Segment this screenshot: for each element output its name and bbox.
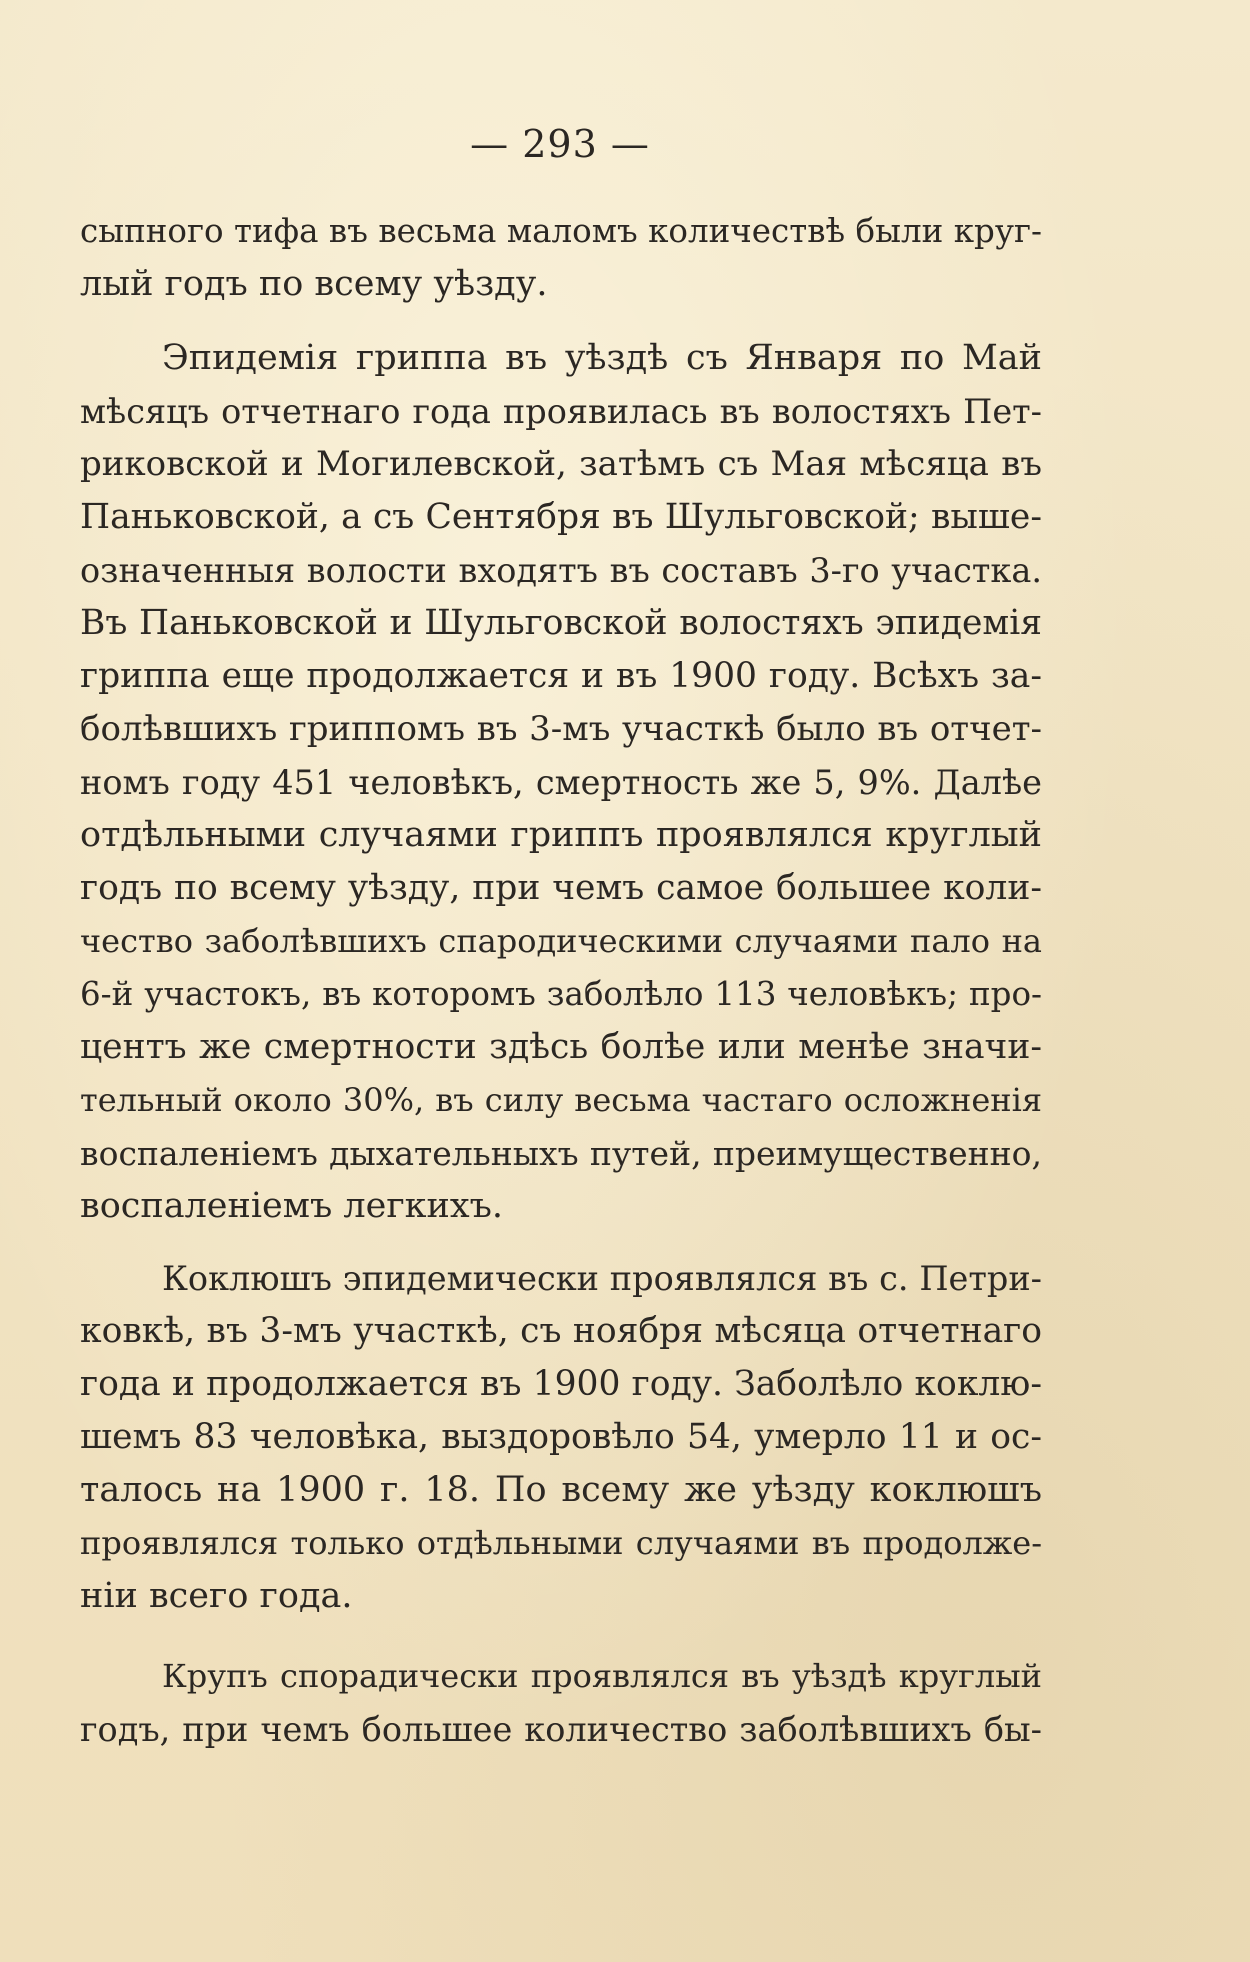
text-line: отдѣльными случаями гриппъ проявлялся круглый bbox=[80, 815, 1042, 855]
text-line: лый годъ по всему уѣзду. bbox=[80, 264, 548, 304]
text-line: воспаленіемъ легкихъ. bbox=[80, 1186, 503, 1226]
text-line: года и продолжается въ 1900 году. Заболѣло коклю- bbox=[80, 1364, 1042, 1404]
text-line: тельный около 30%, въ силу весьма частаго осложненія bbox=[80, 1081, 1042, 1119]
text-line: мѣсяцъ отчетнаго года проявилась въ волостяхъ Пет- bbox=[80, 392, 1042, 431]
text-line: риковской и Могилевской, затѣмъ съ Мая мѣсяца въ bbox=[80, 444, 1042, 484]
paragraph-whooping-cough bbox=[80, 1252, 1042, 1623]
text-line: означенныя волости входятъ въ составъ 3-го участка. bbox=[80, 551, 1042, 590]
text-line: годъ, при чемъ большее количество заболѣвшихъ бы- bbox=[80, 1710, 1042, 1749]
text-line: сыпного тифа въ весьма маломъ количествѣ были круг- bbox=[80, 212, 1042, 250]
text-line: центъ же смертности здѣсь болѣе или менѣе значи- bbox=[80, 1027, 1042, 1067]
text-line: воспаленіемъ дыхательныхъ путей, преимущественно, bbox=[80, 1134, 1042, 1173]
text-line: ніи всего года. bbox=[80, 1576, 353, 1616]
text-line: годъ по всему уѣзду, при чемъ самое большее коли- bbox=[80, 868, 1042, 908]
text-line: Въ Паньковской и Шульговской волостяхъ эпидемія bbox=[80, 603, 1042, 643]
paragraph-continuation-typhus bbox=[80, 205, 1042, 311]
text-line: 6-й участокъ, въ которомъ заболѣло 113 человѣкъ; про- bbox=[80, 975, 1042, 1013]
text-line: номъ году 451 человѣкъ, смертность же 5, 9%. Далѣе bbox=[80, 763, 1042, 802]
page-number: — 293 — bbox=[470, 122, 650, 166]
text-line: Крупъ спорадически проявлялся въ уѣздѣ круглый bbox=[162, 1657, 1042, 1695]
paragraph-influenza bbox=[80, 332, 1042, 1233]
text-line: чество заболѣвшихъ спародическими случаями пало на bbox=[80, 922, 1042, 960]
text-line: Эпидемія гриппа въ уѣздѣ съ Января по Май bbox=[162, 338, 1042, 378]
text-line: болѣвшихъ гриппомъ въ 3-мъ участкѣ было въ отчет- bbox=[80, 709, 1042, 749]
paragraph-croup bbox=[80, 1650, 1042, 1756]
text-line: проявлялся только отдѣльными случаями въ продолже- bbox=[80, 1524, 1042, 1562]
text-line: шемъ 83 человѣка, выздоровѣло 54, умерло 11 и ос- bbox=[80, 1417, 1042, 1457]
text-line: ковкѣ, въ 3-мъ участкѣ, съ ноября мѣсяца отчетнаго bbox=[80, 1311, 1042, 1351]
text-line: гриппа еще продолжается и въ 1900 году. Всѣхъ за- bbox=[80, 656, 1042, 696]
text-line: Коклюшъ эпидемически проявлялся въ с. Петри- bbox=[162, 1259, 1042, 1298]
text-line: Паньковской, а съ Сентября въ Шульговской; выше- bbox=[80, 497, 1042, 537]
text-line: талось на 1900 г. 18. По всему же уѣзду коклюшъ bbox=[80, 1470, 1042, 1510]
